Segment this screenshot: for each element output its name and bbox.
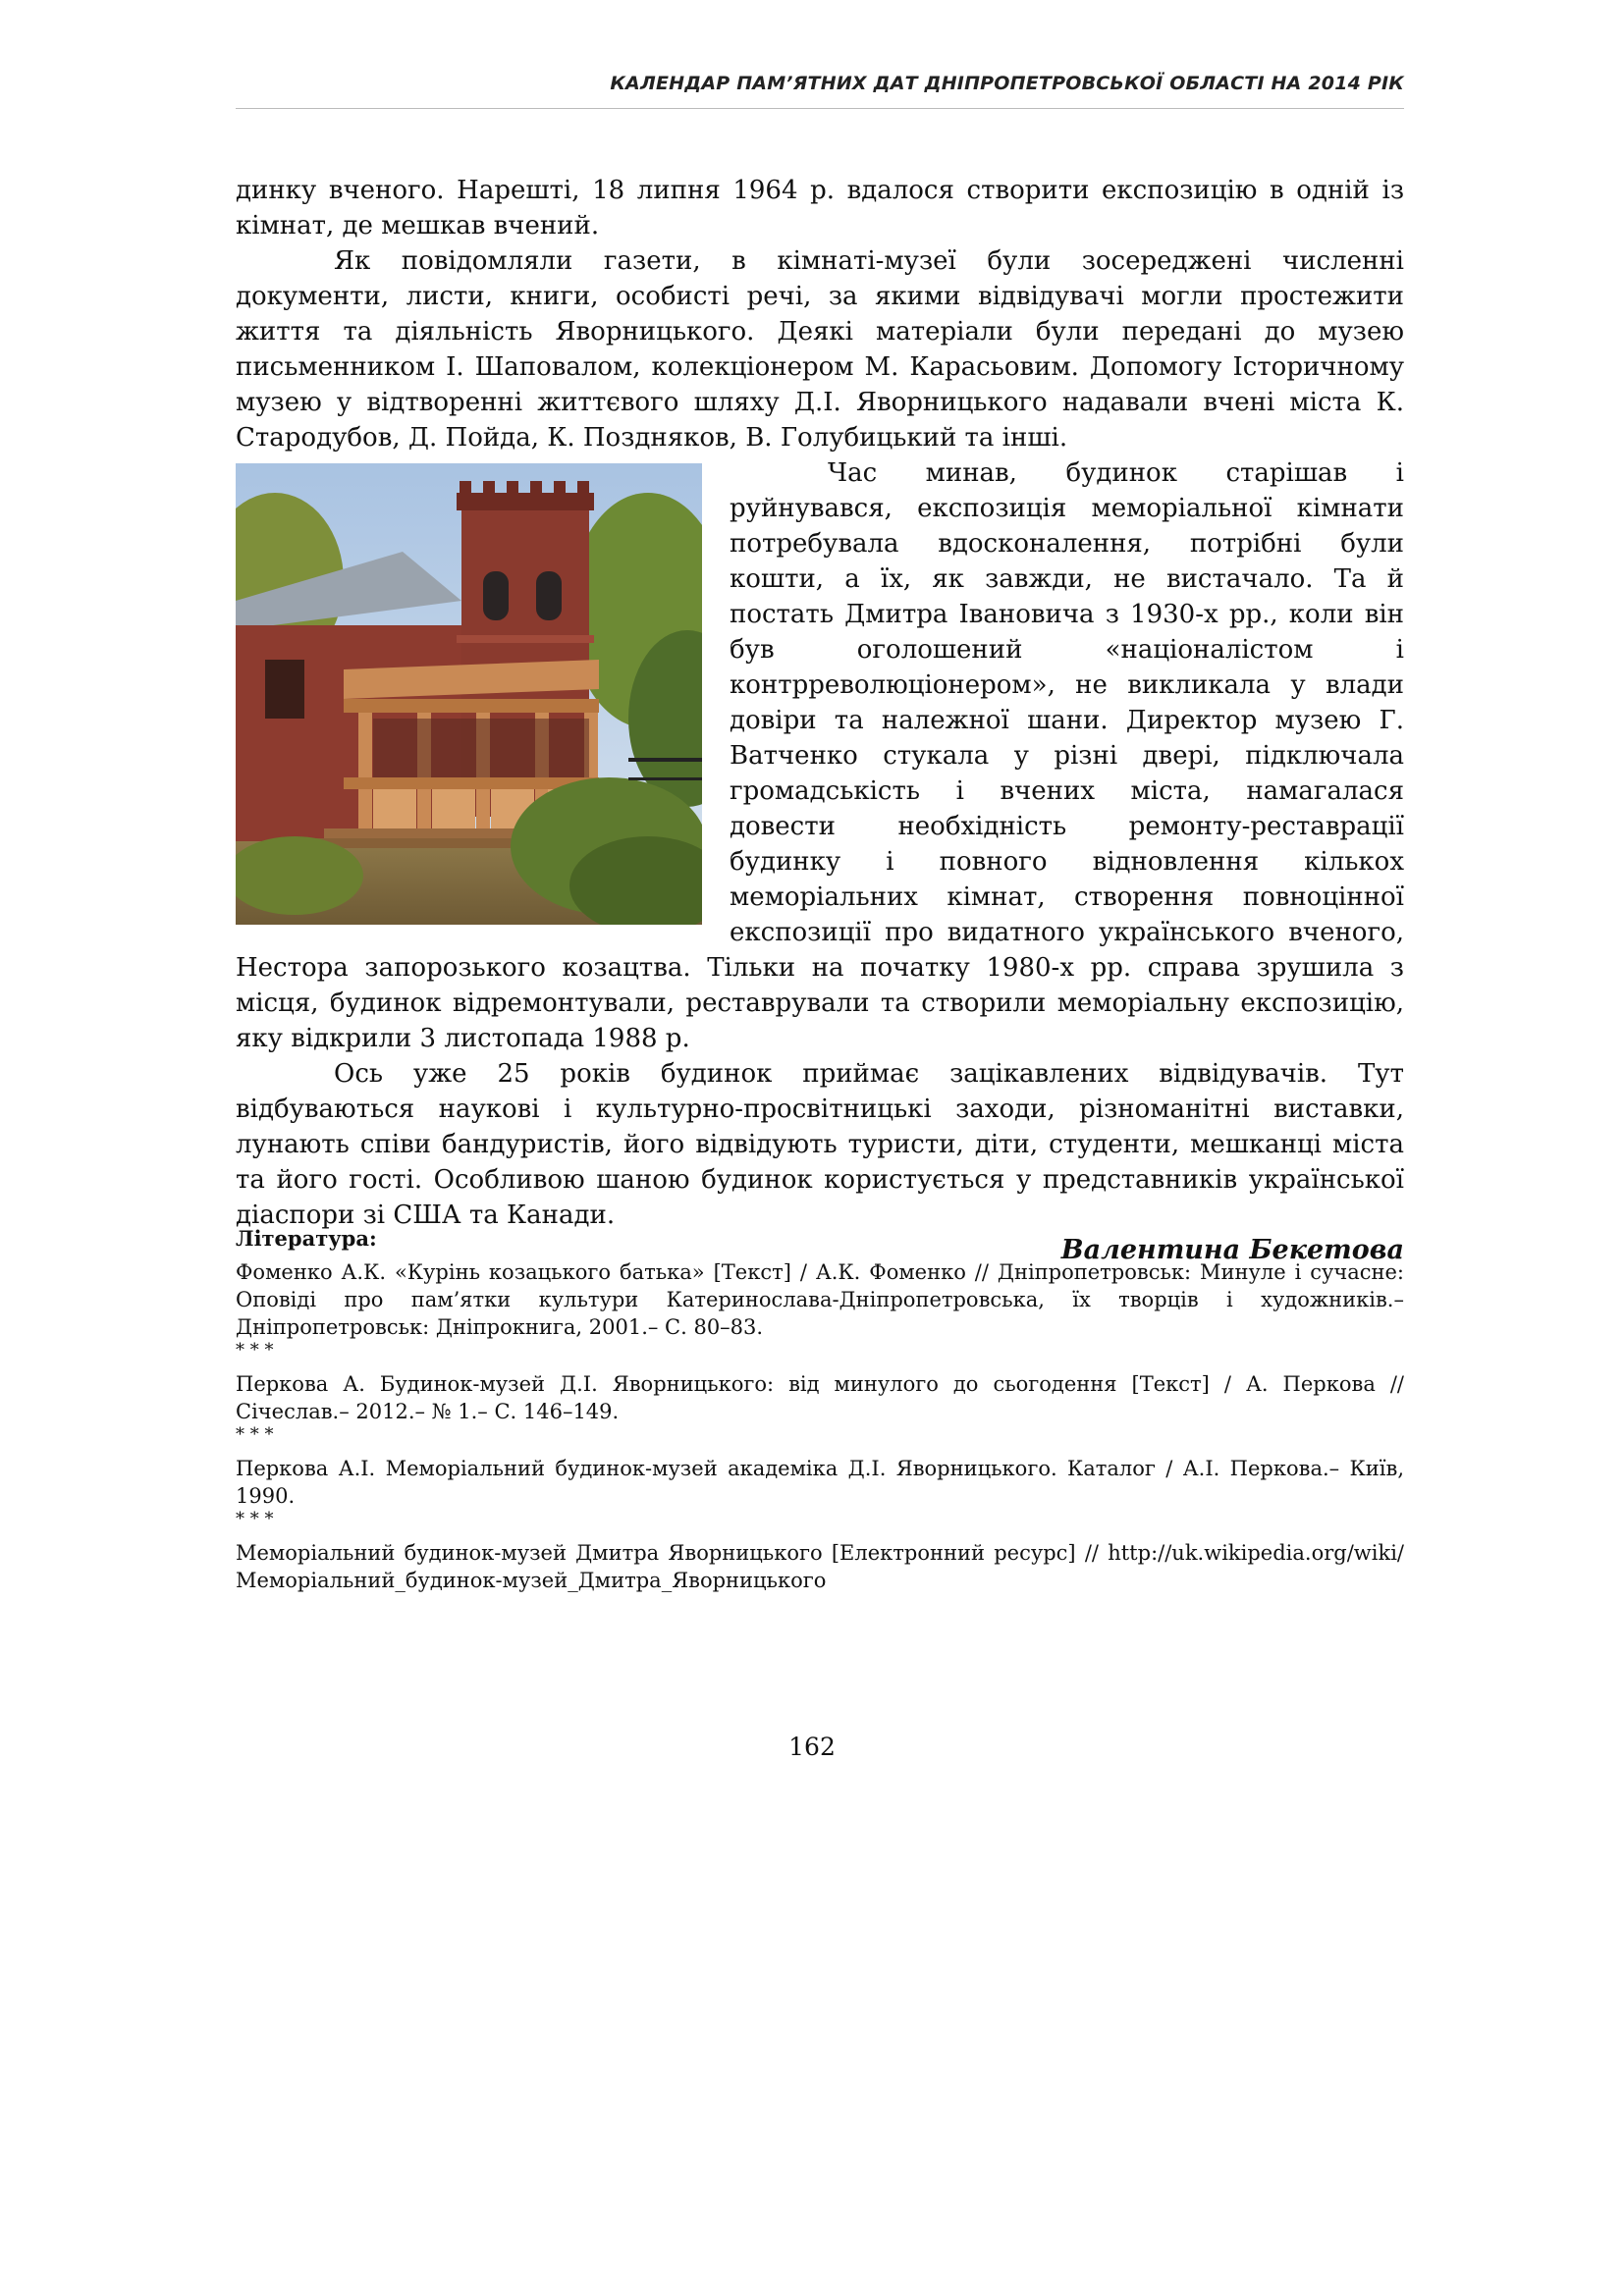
author-signature: Валентина Бекетова (1060, 1235, 1404, 1265)
page-number: 162 (788, 1733, 836, 1761)
paragraph-4: Ось уже 25 років будинок приймає зацікавлених відвідувачів. Тут відбуваються наукові і культурно-просвітницькі заходи, різноманітні виставки, лунають співи бандуристів, його відвідують туристи, діти, студенти, мешканці міста та його гості. Особливою шаною будинок користується у представників української діаспори зі США та Канади. (236, 1059, 1404, 1230)
literature-item: Фоменко А.К. «Курінь козацького батька» [Текст] / А.К. Фоменко // Дніпропетровськ: Минуле і сучасне: Оповіді про пам’ятки культури Катеринослава-Дніпропетровська, їх творців і художників.– Дніпропетровськ: Дніпрокнига, 2001.– С. 80–83. (236, 1260, 1404, 1339)
paragraph-1: динку вченого. Нарешті, 18 липня 1964 р. вдалося створити експозицію в одній із кімнат, де мешкав вчений. (236, 176, 1404, 240)
literature-title: Література: (236, 1226, 377, 1251)
article-body (236, 173, 1404, 1268)
paragraph-3: Час минав, будинок старішав і руйнувався, експозиція меморіальної кімнати потребувала вдосконалення, потрібні були кошти, а їх, як завжди, не вистачало. Та й постать Дмитра Івановича з 1930-х рр., коли він був оголошений «націоналістом і контрреволюціонером», не викликала у влади довіри та належної шани. Директор музею Г. Ватченко стукала у різні двері, підключала громадськість і вчених міста, намагалася довести необхідність ремонту-реставрації будинку і повного відновлення кількох меморіальних кімнат, створення повноцінної експозиції про видатного українського вченого, Нестора запорозького козацтва. Тільки на початку 1980-х рр. справа зрушила з місця, будинок відремонтували, реставрували та створили меморіальну експозицію, яку відкрили 3 листопада 1988 р. (236, 458, 1404, 1053)
literature-item: Меморіальний будинок-музей Дмитра Яворницького [Електронний ресурс] // http://uk.wikipedia.org/wiki/Меморіальний_будинок-музей_Дмитра_Яворницького (236, 1541, 1404, 1592)
literature-item: Перкова А. Будинок-музей Д.І. Яворницького: від минулого до сьогодення [Текст] / А. Перкова // Січеслав.– 2012.– № 1.– С. 146–149. (236, 1372, 1404, 1423)
literature-separator: * * * (236, 1509, 274, 1529)
header-rule (236, 108, 1404, 109)
literature-item: Перкова А.І. Меморіальний будинок-музей академіка Д.І. Яворницького. Каталог / А.І. Перкова.– Київ, 1990. (236, 1457, 1404, 1508)
literature-section (236, 1225, 1404, 1594)
paragraph-2: Як повідомляли газети, в кімнаті-музеї були зосереджені численні документи, листи, книги, особисті речі, за якими відвідувачі могли простежити життя та діяльність Яворницького. Деякі матеріали були передані до музею письменником І. Шаповалом, колекціонером М. Карасьовим. Допомогу Історичному музею у відтворенні життєвого шляху Д.І. Яворницького надавали вчені міста К. Стародубов, Д. Пойда, К. Поздняков, В. Голубицький та інші. (236, 246, 1404, 453)
running-header: КАЛЕНДАР ПАМ’ЯТНИХ ДАТ ДНІПРОПЕТРОВСЬКОЇ ОБЛАСТІ НА 2014 РІК (610, 73, 1404, 94)
literature-separator: * * * (236, 1340, 274, 1361)
literature-separator: * * * (236, 1424, 274, 1445)
museum-house-photo (236, 463, 702, 925)
